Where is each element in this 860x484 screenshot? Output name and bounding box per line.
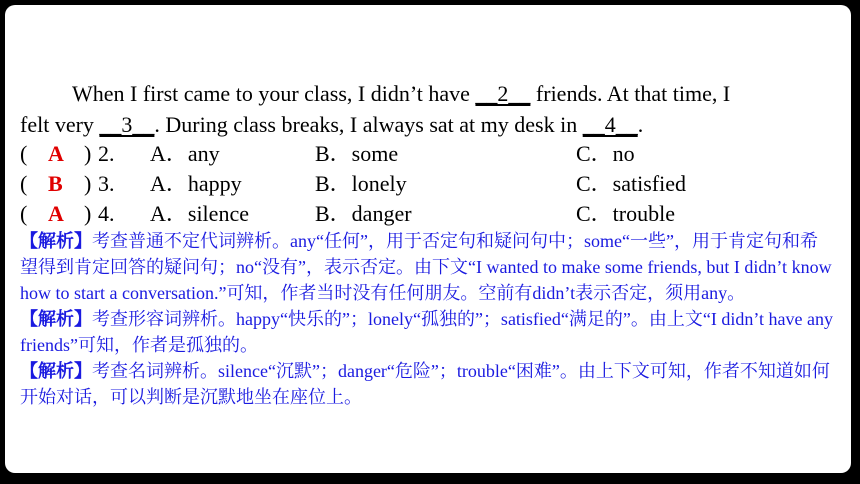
analysis-tag: 【解析】 — [20, 231, 92, 251]
blank-4: __4__ — [582, 112, 638, 137]
option-a: A．silence — [150, 201, 249, 226]
option-b: B．lonely — [315, 171, 407, 196]
close-paren: ) — [84, 141, 92, 166]
passage-line-2 — [20, 109, 835, 140]
answer: B — [48, 171, 63, 196]
passage-text: friends. At that time, I — [530, 81, 731, 106]
open-paren: ( — [20, 171, 28, 196]
analysis-text: 考查普通不定代词辨析。any“任何”，用于否定句和疑问句中；some“一些”，用于肯定句和希望得到肯定回答的疑问句；no“没有”，表示否定。由下文“I wanted to make some friends, but I didn’t know how to start a conversation.”可知，作者当时没有任何朋友。空前有didn’t表示否定，须用any。 — [20, 231, 832, 303]
question-number: 3. — [98, 171, 115, 196]
close-paren: ) — [84, 171, 92, 196]
question-number: 4. — [98, 201, 115, 226]
close-paren: ) — [84, 201, 92, 226]
passage-text: . — [637, 112, 644, 137]
analysis-tag: 【解析】 — [20, 309, 92, 329]
blank-3: __3__ — [99, 112, 155, 137]
option-b: B．some — [315, 141, 399, 166]
analysis-tag: 【解析】 — [20, 361, 92, 381]
passage-text: felt very — [20, 112, 100, 137]
option-c: C．no — [576, 141, 635, 166]
analysis-4 — [20, 358, 835, 410]
open-paren: ( — [20, 141, 28, 166]
option-c: C．trouble — [576, 201, 675, 226]
option-c: C．satisfied — [576, 171, 686, 196]
passage-text: . During class breaks, I always sat at my desk in — [154, 112, 583, 137]
option-a: A．any — [150, 141, 220, 166]
answer: A — [48, 201, 64, 226]
analysis-text: 考查名词辨析。silence“沉默”；danger“危险”；trouble“困难”。由上下文可知，作者不知道如何开始对话，可以判断是沉默地坐在座位上。 — [20, 361, 830, 407]
question-number: 2. — [98, 141, 115, 166]
passage-text: When I first came to your class, I didn’t have — [72, 81, 476, 106]
open-paren: ( — [20, 201, 28, 226]
option-b: B．danger — [315, 201, 412, 226]
analysis-3 — [20, 306, 835, 358]
answer: A — [48, 141, 64, 166]
blank-2: __2__ — [475, 81, 531, 106]
option-a: A．happy — [150, 171, 242, 196]
analysis — [20, 228, 835, 410]
analysis-2 — [20, 228, 835, 306]
passage-line-1 — [20, 78, 835, 109]
analysis-text: 考查形容词辨析。happy“快乐的”；lonely“孤独的”；satisfied“满足的”。由上文“I didn’t have any friends”可知，作者是孤独的。 — [20, 309, 834, 355]
passage — [20, 78, 835, 140]
